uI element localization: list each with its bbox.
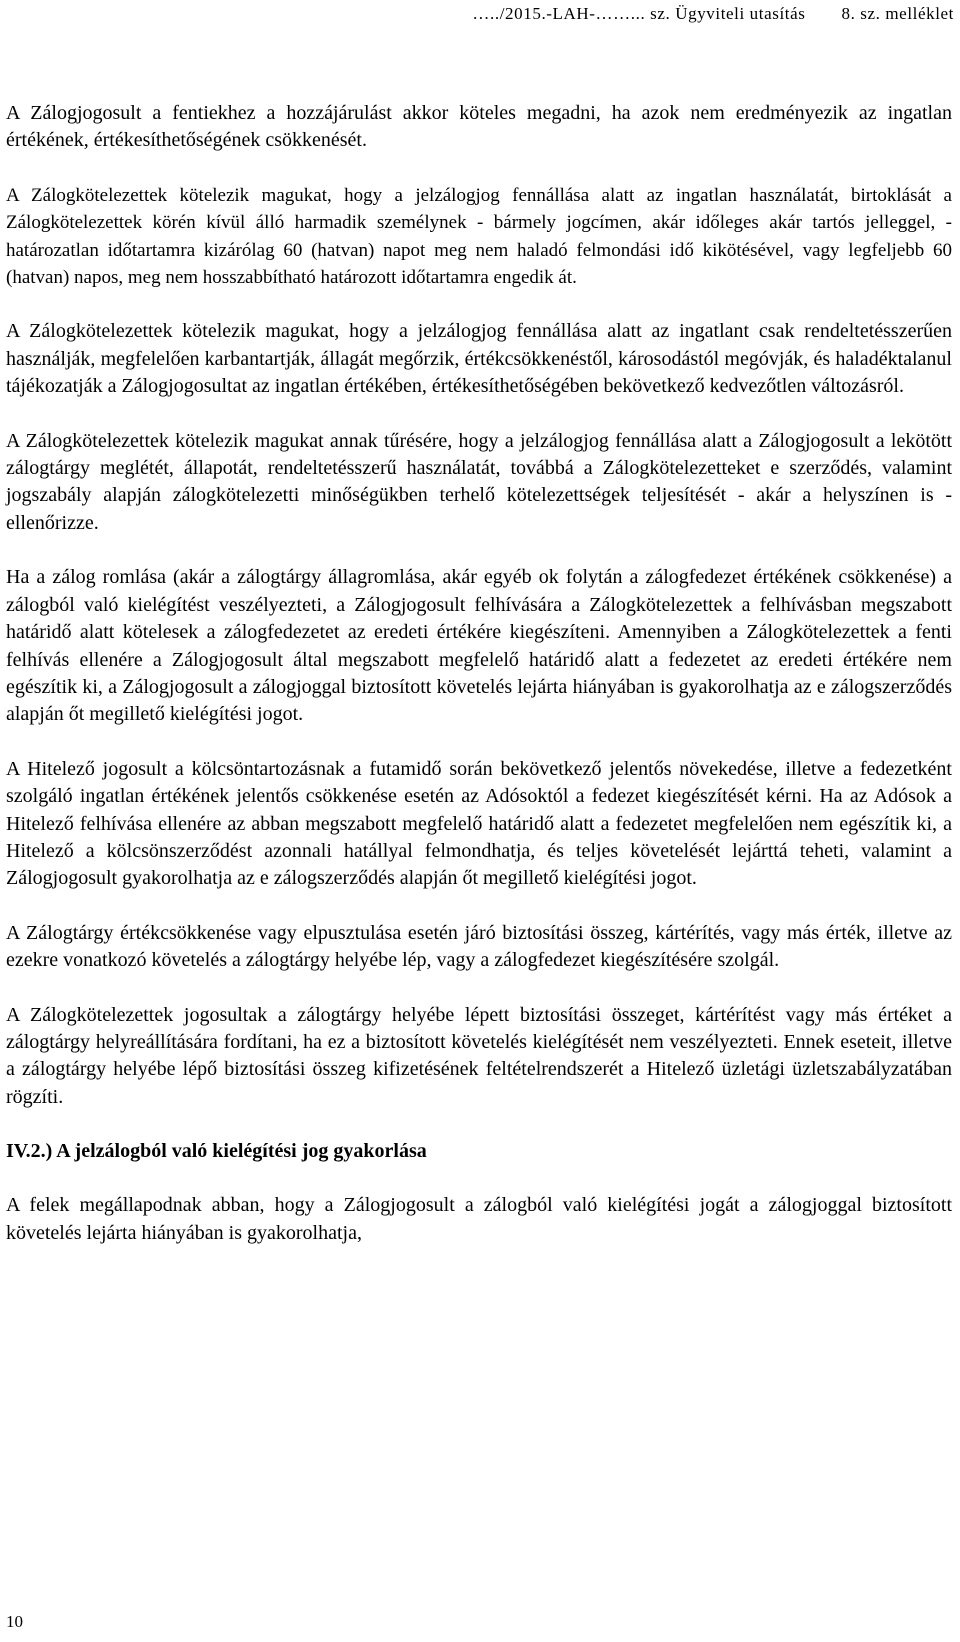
header-reference: …../2015.-LAH-……... sz. Ügyviteli utasítás xyxy=(472,4,806,23)
paragraph-use-transfer: A Zálogkötelezettek kötelezik magukat, hogy a jelzálogjog fennállása alatt az ingatlan használatát, birtoklását a Zálogkötelezettek körén kívül álló harmadik személynek - bármely jogcímen, akár időleges akár tartós jelleggel, - határozatlan időtartamra kizárólag 60 (hatvan) napot meg nem haladó felmondási idő kikötésével, vagy legfeljebb 60 (hatvan) napos, meg nem hosszabbítható határozott időtartamra engedik át. xyxy=(6,184,952,289)
paragraph-collateral-supplement: A Hitelező jogosult a kölcsöntartozásnak a futamidő során bekövetkező jelentős növekedése, illetve a fedezetként szolgáló ingatlan értékének jelentős csökkenése esetén az Adósoktól a fedezet kiegészítését kérni. Ha az Adósok a Hitelező felhívása ellenére az abban megszabott megfelelő határidő alatt a fedezetet megfelelően nem egészítik ki, a Hitelező a kölcsönszerződést azonnali hatállyal felmondhatja, és teljes követelését lejárttá teheti, valamint a Zálogjogosult gyakorolhatja az e zálogszerződés alapján őt megillető kielégítési jogot. xyxy=(6,757,952,890)
page-number: 10 xyxy=(6,1612,23,1631)
paragraph-enforcement: A felek megállapodnak abban, hogy a Zálogjogosult a zálogból való kielégítési jogát a zálogjoggal biztosított követelés lejárta hiányában is gyakorolhatja, xyxy=(6,1194,952,1244)
paragraph-maintenance: A Zálogkötelezettek kötelezik magukat, hogy a jelzálogjog fennállása alatt az ingatlant csak rendeltetésszerűen használják, megfelelően karbantartják, állagát megőrzik, értékcsökkenéstől, károsodástól megóvják, és haladéktalanul tájékozatják a Zálogjogosultat az ingatlan értékében, értékesíthetőségében bekövetkező kedvezőtlen változásról. xyxy=(6,320,952,398)
document-body xyxy=(6,100,952,1274)
page-header xyxy=(472,4,954,24)
header-annex: 8. sz. melléklet xyxy=(841,4,954,23)
paragraph-consent: A Zálogjogosult a fentiekhez a hozzájárulást akkor köteles megadni, ha azok nem eredményezik az ingatlan értékének, értékesíthetőségének csökkenését. xyxy=(6,102,952,152)
paragraph-inspection: A Zálogkötelezettek kötelezik magukat annak tűrésére, hogy a jelzálogjog fennállása alatt a Zálogjogosult a lekötött zálogtárgy meglétét, állapotát, rendeltetésszerű használatát, továbbá a Zálogkötelezetteket e szerződés, valamint jogszabály alapján zálogkötelezetti minőségükben terhelő kötelezettségek teljesítését - akár a helyszínen is - ellenőrizze. xyxy=(6,429,952,534)
paragraph-restoration: A Zálogkötelezettek jogosultak a zálogtárgy helyébe lépett biztosítási összeget, kártérítést vagy más értéket a zálogtárgy helyreállítására fordítani, ha ez a biztosított követelés kielégítését nem veszélyezteti. Ennek eseteit, illetve a zálogtárgy helyébe lépő biztosítási összeg kifizetésének feltételrendszerét a Hitelező üzletági üzletszabályzatában rögzíti. xyxy=(6,1003,952,1108)
paragraph-collateral-deterioration: Ha a zálog romlása (akár a zálogtárgy állagromlása, akár egyéb ok folytán a zálogfedezet értékének csökkenése) a zálogból való kielégítést veszélyezteti, a Zálogjogosult felhívására a Zálogkötelezettek a felhívásban megszabott határidő alatt kötelesek a zálogfedezetet az eredeti értékére kiegészíteni. Amennyiben a Zálogkötelezettek a fenti felhívás ellenére a Zálogjogosult által megszabott megfelelő határidő alatt a fedezetet az eredeti értékére nem egészítik ki, a Zálogjogosult a zálogjoggal biztosított követelés lejárta hiányában is gyakorolhatja az e zálogszerződés alapján őt megillető kielégítési jogot. xyxy=(6,566,952,726)
paragraph-insurance-substitute: A Zálogtárgy értékcsökkenése vagy elpusztulása esetén járó biztosítási összeg, kártérítés, vagy más érték, illetve az ezekre vonatkozó követelés a zálogtárgy helyébe lép, vagy a zálogfedezet kiegészítésére szolgál. xyxy=(6,921,952,972)
section-heading: IV.2.) A jelzálogból való kielégítési jog gyakorlása xyxy=(6,1140,427,1163)
